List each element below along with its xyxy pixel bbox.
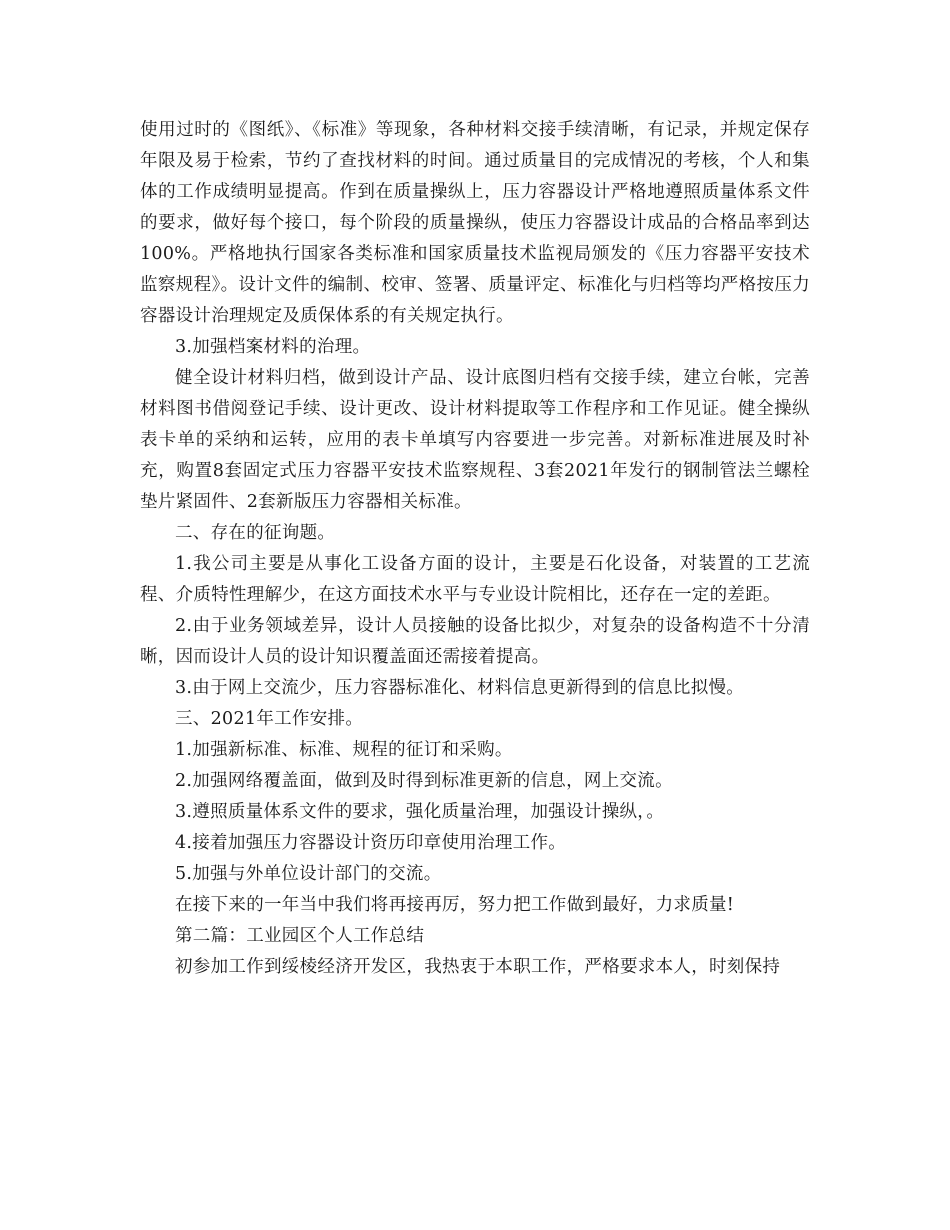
section-heading: 二、存在的征询题。 [175, 523, 336, 543]
paragraph: 使用过时的《图纸》、《标准》等现象，各种材料交接手续清晰，有记录，并规定保存年限及易于检索，节约了查找材料的时间。通过质量目的完成情况的考核，个人和集体的工作成绩明显提高。作到在质量操纵上，压力容器设计严格地遵照质量体系文件的要求，做好每个接口，每个阶段的质量操纵，使压力容器设计成品的合格品率到达100%。严格地执行国家各类标准和国家质量技术监视局颁发的《压力容器平安技术监察规程》。设计文件的编制、校审、签署、质量评定、标准化与归档等均严格按压力容器设计治理规定及质保体系的有关规定执行。 [140, 120, 810, 326]
list-item: 1.我公司主要是从事化工设备方面的设计，主要是石化设备，对装置的工艺流程、介质特性理解少，在这方面技术水平与专业设计院相比，还存在一定的差距。 [140, 554, 810, 605]
list-item: 4.接着加强压力容器设计资历印章使用治理工作。 [175, 833, 567, 853]
paragraph: 健全设计材料归档，做到设计产品、设计底图归档有交接手续，建立台帐，完善材料图书借阅登记手续、设计更改、设计材料提取等工作程序和工作见证。健全操纵表卡单的采纳和运转，应用的表卡单填写内容要进一步完善。对新标准进展及时补充，购置8套固定式压力容器平安技术监察规程、3套2021年发行的钢制管法兰螺栓垫片紧固件、2套新版压力容器相关标准。 [140, 368, 810, 512]
list-item: 5.加强与外单位设计部门的交流。 [175, 864, 442, 884]
chapter-title: 第二篇：工业园区个人工作总结 [175, 926, 425, 946]
list-item: 3.遵照质量体系文件的要求，强化质量治理，加强设计操纵，。 [175, 802, 665, 822]
document-body [140, 115, 810, 983]
paragraph: 3.加强档案材料的治理。 [175, 337, 371, 357]
paragraph: 初参加工作到绥棱经济开发区，我热衷于本职工作，严格要求本人，时刻保持 [175, 957, 781, 977]
list-item: 1.加强新标准、标准、规程的征订和采购。 [175, 740, 513, 760]
section-heading: 三、2021年工作安排。 [175, 709, 364, 729]
paragraph: 在接下来的一年当中我们将再接再厉，努力把工作做到最好，力求质量! [175, 895, 735, 915]
list-item: 2.加强网络覆盖面，做到及时得到标准更新的信息，网上交流。 [175, 771, 673, 791]
list-item: 2.由于业务领域差异，设计人员接触的设备比拟少，对复杂的设备构造不十分清晰，因而设计人员的设计知识覆盖面还需接着提高。 [140, 616, 810, 667]
list-item: 3.由于网上交流少，压力容器标准化、材料信息更新得到的信息比拟慢。 [175, 678, 745, 698]
